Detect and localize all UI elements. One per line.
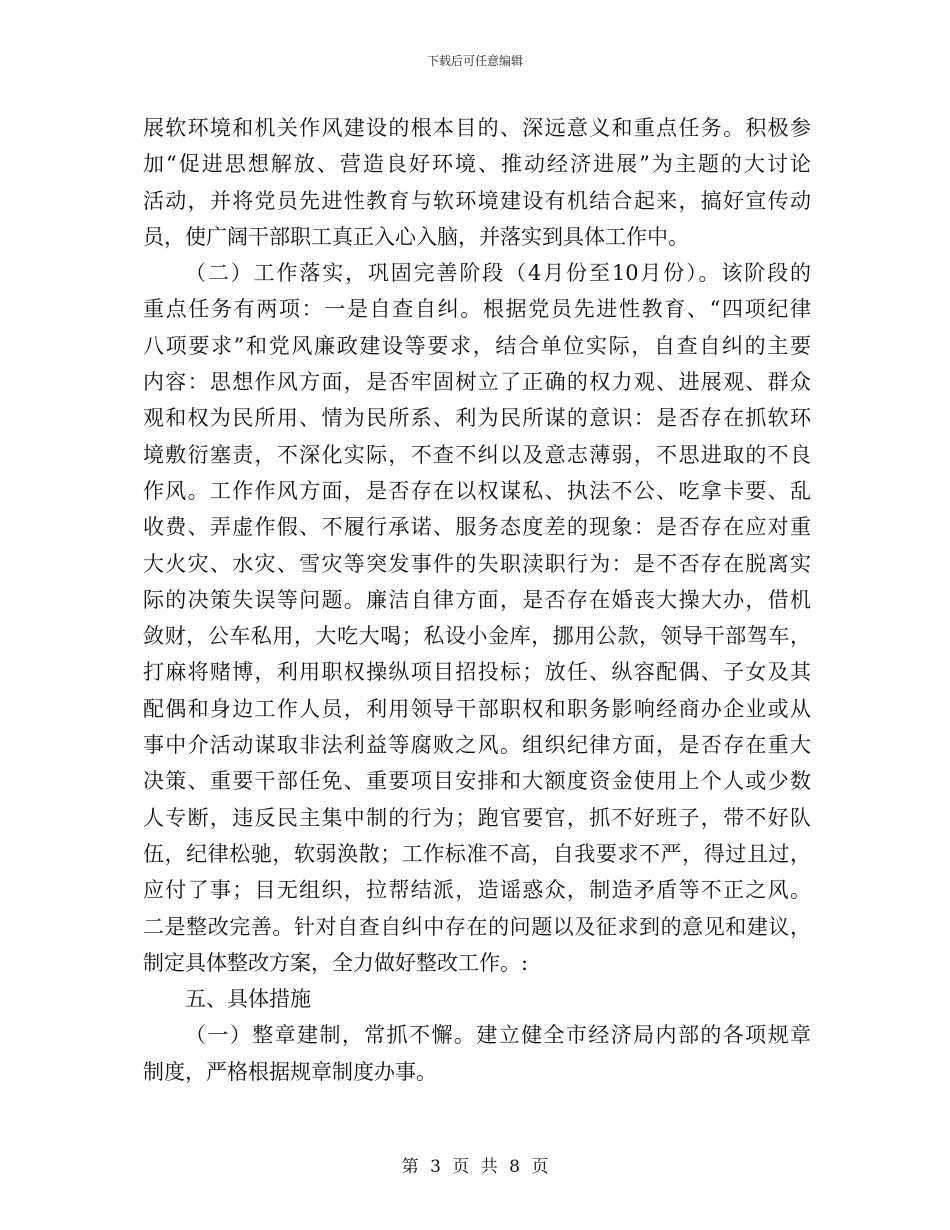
text-line: 展软环境和机关作风建设的根本目的、深远意义和重点任务。积极参 (143, 116, 811, 140)
text-line: 际的决策失误等问题。廉洁自律方面，是否存在婚丧大操大办，借机 (143, 587, 811, 612)
text-line: （二）工作落实，巩固完善阶段（4月份至10月份）。该阶段的 (185, 261, 811, 286)
text-line: 应付了事；目无组织，拉帮结派，造谣惑众，制造矛盾等不正之风。 (143, 878, 811, 903)
text-line: 加“促进思想解放、营造良好环境、推动经济进展”为主题的大讨论 (143, 152, 811, 177)
text-line: 员，使广阔干部职工真正入心入脑，并落实到具体工作中。 (143, 224, 689, 249)
text-line: 二是整改完善。针对自查自纠中存在的问题以及征求到的意见和建议， (143, 914, 811, 939)
section-heading: 五、具体措施 (185, 987, 311, 1012)
page-header: 下载后可任意编辑 (426, 54, 523, 68)
text-line: 打麻将赌博，利用职权操纵项目招投标；放任、纵容配偶、子女及其 (143, 660, 811, 685)
text-line: 伍，纪律松驰，软弱涣散；工作标准不高，自我要求不严，得过且过， (143, 841, 811, 866)
text-line: 作风。工作作风方面，是否存在以权谋私、执法不公、吃拿卡要、乱 (143, 478, 811, 503)
page-footer: 第 3 页 共 8 页 (401, 1157, 549, 1177)
text-line: 决策、重要干部任免、重要项目安排和大额度资金使用上个人或少数 (143, 769, 811, 794)
text-line: 内容：思想作风方面，是否牢固树立了正确的权力观、进展观、群众 (143, 370, 811, 395)
text-line: 境敷衍塞责，不深化实际，不查不纠以及意志薄弱，不思进取的不良 (143, 442, 811, 467)
text-line: 事中介活动谋取非法利益等腐败之风。组织纪律方面，是否存在重大 (143, 733, 811, 758)
text-line: 大火灾、水灾、雪灾等突发事件的失职渎职行为：是不否存在脱离实 (143, 551, 811, 576)
text-line: 重点任务有两项：一是自查自纠。根据党员先进性教育、“四项纪律 (143, 297, 811, 322)
text-line: （一）整章建制，常抓不懈。建立健全市经济局内部的各项规章 (185, 1023, 811, 1048)
text-line: 活动，并将党员先进性教育与软环境建设有机结合起来，搞好宣传动 (143, 188, 811, 213)
body-text (143, 110, 811, 1090)
text-line: 八项要求”和党风廉政建设等要求，结合单位实际，自查自纠的主要 (143, 333, 811, 358)
text-line: 配偶和身边工作人员，利用领导干部职权和职务影响经商办企业或从 (143, 696, 811, 721)
text-line: 人专断，违反民主集中制的行为；跑官要官，抓不好班子，带不好队 (143, 805, 811, 830)
text-line: 敛财，公车私用，大吃大喝；私设小金库，挪用公款，领导干部驾车， (143, 624, 811, 649)
text-line: 观和权为民所用、情为民所系、利为民所谋的意识：是否存在抓软环 (143, 406, 811, 431)
text-line: 制度，严格根据规章制度办事。 (143, 1059, 437, 1084)
text-line: 收费、弄虚作假、不履行承诺、服务态度差的现象：是否存在应对重 (143, 515, 811, 540)
text-line: 制定具体整改方案，全力做好整改工作。: (143, 950, 529, 975)
